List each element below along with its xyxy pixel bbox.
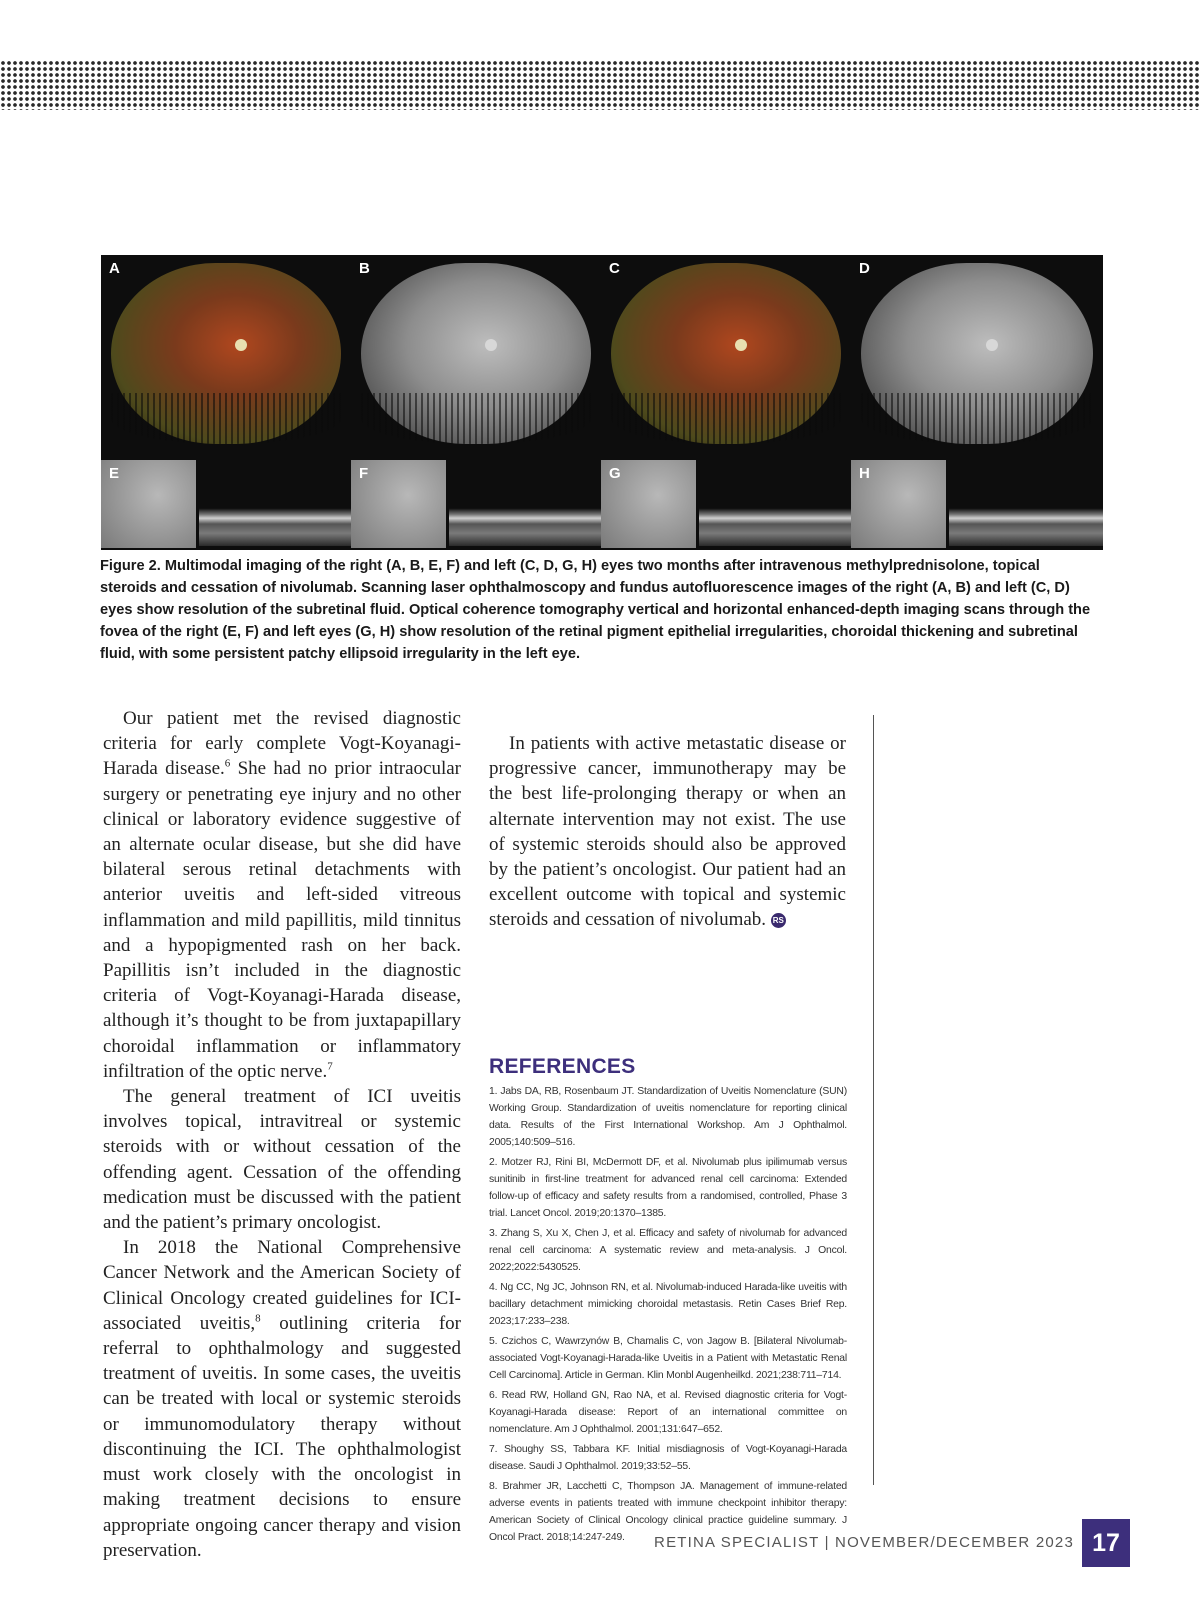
citation-7: 7 — [327, 1060, 333, 1073]
panel-label: D — [859, 260, 870, 277]
column-divider — [873, 715, 874, 1485]
fundus-image — [361, 263, 591, 444]
text-run: outlining criteria for referral to ophthalmology and suggested treatment of uveitis. In some cases, the uveitis can be treated with local or systemic steroids or immunomodulatory therapy without discontinuing the ICI. The ophthalmologist must work closely with the oncologist in making treatment decisions to ensure appropriate ongoing cancer therapy and vision preservation. — [103, 1312, 461, 1561]
text-run: She had no prior intraocular surgery or penetrating eye injury and no other clinical or laboratory evidence suggestive of an alternate ocular disease, but she did have bilateral serous retinal detachments with anterior uveitis and left-sided vitreous inflammation and mild papillitis, mild tinnitus and a hypopigmented rash on her back. Papillitis isn’t included in the diagnostic criteria of Vogt-Koyanagi-Harada disease, although it’s thought to be from juxtapapillary choroidal inflammation or inflammatory infiltration of the optic nerve. — [103, 758, 461, 1082]
fundus-image — [111, 263, 341, 444]
panel-d-autofluorescence — [851, 255, 1103, 450]
citation-6: 6 — [224, 758, 231, 771]
page-number: 17 — [1082, 1519, 1130, 1567]
citation-8: 8 — [255, 1312, 261, 1325]
panel-label: G — [609, 465, 621, 482]
panel-a-color-fundus — [101, 255, 351, 450]
paragraph-treatment: The general treatment of ICI uveitis involves topical, intravitreal or systemic steroids with or without cessation of the offending agent. Cessation of the offending medication must be discussed with the patient and the patient’s primary oncologist. — [103, 1086, 461, 1234]
references-section — [489, 1055, 847, 1549]
panel-b-autofluorescence — [351, 255, 601, 450]
reference-item: 7. Shoughy SS, Tabbara KF. Initial misdiagnosis of Vogt-Koyanagi-Harada disease. Saudi J Ophthalmol. 2019;33:52–55. — [489, 1444, 847, 1472]
optic-disc — [735, 339, 747, 351]
figure-2-image-grid — [101, 255, 1103, 550]
panel-f-oct — [351, 460, 601, 550]
optic-disc — [986, 339, 998, 351]
panel-e-oct — [101, 460, 351, 550]
reference-item: 2. Motzer RJ, Rini BI, McDermott DF, et al. Nivolumab plus ipilimumab versus sunitinib in first-line treatment for advanced renal cell carcinoma: Extended follow-up of efficacy and safety results from a randomised, controlled, Phase 3 trial. Lancet Oncol. 2019;20:1370–1385. — [489, 1157, 847, 1219]
reference-item: 6. Read RW, Holland GN, Rao NA, et al. Revised diagnostic criteria for Vogt-Koyanagi-Harada disease: Report of an international committee on nomenclature. Am J Ophthalmol. 2001;131:647–652. — [489, 1390, 847, 1435]
panel-label: B — [359, 260, 370, 277]
text-run: Our patient met the revised diagnostic criteria for early complete Vogt-Koyanagi-Harada disease. — [103, 708, 461, 780]
reference-item: 8. Brahmer JR, Lacchetti C, Thompson JA. Management of immune-related adverse events in patients treated with immune checkpoint inhibitor therapy: American Society of Clinical Oncology clinical practice guideline summary. J Oncol Pract. 2018;14:247-249. — [489, 1481, 847, 1543]
rs-end-mark-icon: RS — [771, 913, 786, 928]
text-run: In patients with active metastatic disease or progressive cancer, immunotherapy may be the best life-prolonging therapy or when an alternate intervention may not exist. The use of systemic steroids should also be approved by the patient’s oncologist. Our patient had an excellent outcome with topical and systemic steroids and cessation of nivolumab. — [489, 733, 846, 931]
footer-journal-info: RETINA SPECIALIST | NOVEMBER/DECEMBER 2023 — [654, 1534, 1074, 1551]
oct-scan — [949, 488, 1103, 546]
paragraph-guidelines — [103, 1235, 461, 1563]
dot-pattern-header — [0, 60, 1200, 110]
fundus-image — [611, 263, 841, 444]
reference-item: 1. Jabs DA, RB, Rosenbaum JT. Standardization of Uveitis Nomenclature (SUN) Working Group. Standardization of uveitis nomenclature for reporting clinical data. Results of the First International Workshop. Am J Ophthalmol. 2005;140:509–516. — [489, 1086, 847, 1148]
references-heading: REFERENCES — [489, 1055, 636, 1078]
panel-label: A — [109, 260, 120, 277]
paragraph-diagnosis — [103, 706, 461, 1084]
panel-label: H — [859, 465, 870, 482]
optic-disc — [485, 339, 497, 351]
figure-caption: Figure 2. Multimodal imaging of the right (A, B, E, F) and left (C, D, G, H) eyes two months after intravenous methylprednisolone, topical steroids and cessation of nivolumab. Scanning laser ophthalmoscopy and fundus autofluorescence images of the right (A, B) and left (C, D) eyes show resolution of the subretinal fluid. Optical coherence tomography vertical and horizontal enhanced-depth imaging scans through the fovea of the right (E, F) and left eyes (G, H) show resolution of the retinal pigment epithelial irregularities, choroidal thickening and subretinal fluid, with some persistent patchy ellipsoid irregularity in the left eye. — [100, 558, 1091, 662]
oct-scan — [699, 488, 851, 546]
reference-item: 5. Czichos C, Wawrzynów B, Chamalis C, von Jagow B. [Bilateral Nivolumab-associated Vogt-Koyanagi-Harada-like Uveitis in a Patient with Metastatic Renal Cell Carcinoma]. Article in German. Klin Monbl Augenheilkd. 2021;238:711–714. — [489, 1336, 847, 1381]
oct-scan — [449, 488, 601, 546]
reference-item: 4. Ng CC, Ng JC, Johnson RN, et al. Nivolumab-induced Harada-like uveitis with bacillary detachment mimicking choroidal metastasis. Retin Cases Brief Rep. 2023;17:233–238. — [489, 1282, 847, 1327]
fundus-image — [861, 263, 1093, 444]
panel-h-oct — [851, 460, 1103, 550]
optic-disc — [235, 339, 247, 351]
reference-item: 3. Zhang S, Xu X, Chen J, et al. Efficacy and safety of nivolumab for advanced renal cell carcinoma: A systematic review and meta-analysis. J Oncol. 2022;2022:5430525. — [489, 1228, 847, 1273]
body-column-right — [489, 731, 846, 933]
body-column-left — [103, 706, 461, 1563]
panel-label: C — [609, 260, 620, 277]
paragraph-conclusion — [489, 731, 846, 933]
panel-label: F — [359, 465, 369, 482]
panel-g-oct — [601, 460, 851, 550]
panel-c-color-fundus — [601, 255, 851, 450]
text-run: In 2018 the National Comprehensive Cancer Network and the American Society of Clinical Oncology created guidelines for ICI-associated uveitis, — [103, 1237, 461, 1334]
panel-label: E — [109, 465, 120, 482]
oct-scan — [199, 488, 351, 546]
